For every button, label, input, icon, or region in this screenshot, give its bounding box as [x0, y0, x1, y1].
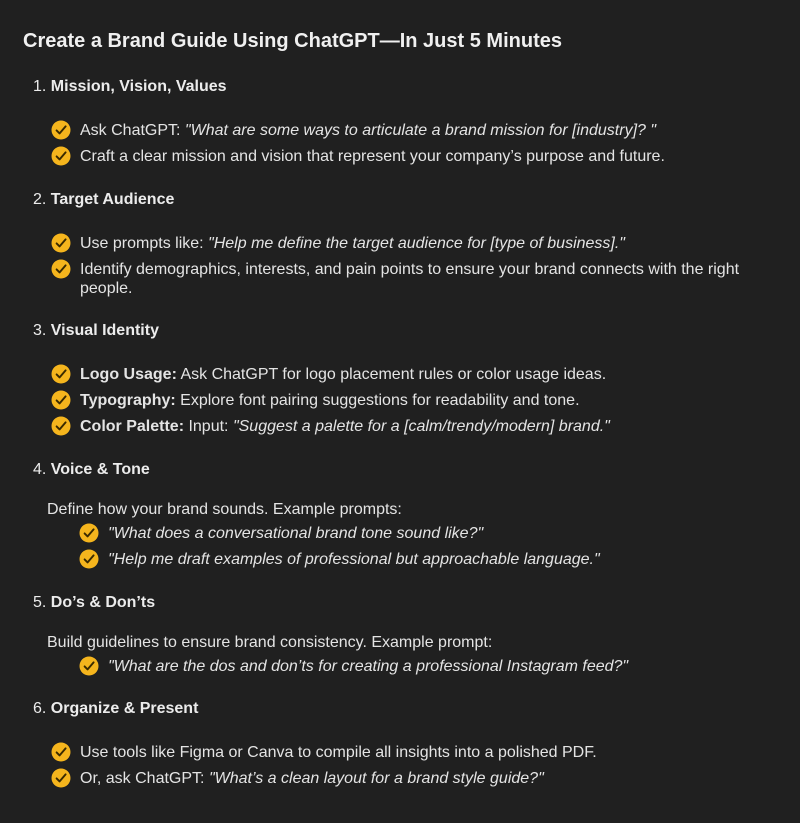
- list-item: [51, 121, 771, 140]
- list-item: [51, 260, 771, 298]
- list-item: [51, 417, 771, 436]
- section-heading-audience: [33, 191, 174, 209]
- section-title: Organize & Present: [50, 700, 199, 717]
- list-item: [51, 743, 771, 762]
- list-item: [79, 657, 779, 676]
- section-intro: Build guidelines to ensure brand consistency. Example prompt:: [47, 634, 493, 651]
- check-circle-icon: [79, 523, 99, 543]
- item-quote: "What are the dos and don’ts for creating a professional Instagram feed?": [108, 658, 629, 675]
- check-circle-icon: [79, 549, 99, 569]
- section-title: Mission, Vision, Values: [50, 78, 227, 95]
- item-quote: "What’s a clean layout for a brand style guide?": [208, 770, 544, 787]
- list-item: [79, 550, 779, 569]
- item-quote: "Help me draft examples of professional but approachable language.": [108, 551, 600, 568]
- item-text: Use tools like Figma or Canva to compile all insights into a polished PDF.: [80, 744, 597, 761]
- check-circle-icon: [51, 233, 71, 253]
- item-text: Use prompts like:: [80, 235, 209, 252]
- item-text: Ask ChatGPT for logo placement rules or color usage ideas.: [176, 366, 607, 383]
- section-number: 6.: [33, 700, 47, 717]
- item-quote: "Help me define the target audience for [type of business].": [208, 235, 625, 252]
- check-circle-icon: [51, 146, 71, 166]
- section-number: 4.: [33, 461, 47, 478]
- check-circle-icon: [51, 259, 71, 279]
- list-item: [51, 365, 771, 384]
- section-heading-dos-donts: [33, 594, 155, 612]
- section-heading-voice: [33, 461, 150, 479]
- check-circle-icon: [51, 390, 71, 410]
- section-number: 5.: [33, 594, 47, 611]
- list-item: [51, 769, 771, 788]
- check-circle-icon: [51, 416, 71, 436]
- item-text: Input:: [184, 418, 233, 435]
- item-quote: "What does a conversational brand tone sound like?": [108, 525, 484, 542]
- check-circle-icon: [51, 768, 71, 788]
- item-text: Identify demographics, interests, and pain points to ensure your brand connects with the right people.: [80, 261, 740, 297]
- section-title: Do’s & Don’ts: [50, 594, 156, 611]
- item-lead: Logo Usage:: [80, 366, 177, 383]
- item-text: Ask ChatGPT:: [80, 122, 185, 139]
- item-quote: "Suggest a palette for a [calm/trendy/modern] brand.": [232, 418, 610, 435]
- page-title: Create a Brand Guide Using ChatGPT—In Just 5 Minutes: [23, 30, 562, 52]
- section-heading-organize: [33, 700, 198, 718]
- item-quote: "What are some ways to articulate a brand mission for [industry]? ": [184, 122, 657, 139]
- list-item: [51, 391, 771, 410]
- section-heading-visual: [33, 322, 159, 340]
- section-intro: Define how your brand sounds. Example prompts:: [47, 501, 402, 518]
- check-circle-icon: [51, 364, 71, 384]
- section-number: 2.: [33, 191, 47, 208]
- item-text: Craft a clear mission and vision that represent your company’s purpose and future.: [80, 148, 665, 165]
- check-circle-icon: [51, 120, 71, 140]
- item-lead: Typography:: [80, 392, 176, 409]
- section-number: 3.: [33, 322, 47, 339]
- check-circle-icon: [79, 656, 99, 676]
- check-circle-icon: [51, 742, 71, 762]
- section-heading-mission: [33, 78, 227, 96]
- item-lead: Color Palette:: [80, 418, 185, 435]
- section-title: Target Audience: [50, 191, 175, 208]
- list-item: [51, 234, 771, 253]
- section-number: 1.: [33, 78, 47, 95]
- list-item: [51, 147, 771, 166]
- section-title: Visual Identity: [50, 322, 159, 339]
- section-title: Voice & Tone: [50, 461, 150, 478]
- item-text: Or, ask ChatGPT:: [80, 770, 209, 787]
- item-text: Explore font pairing suggestions for readability and tone.: [175, 392, 580, 409]
- list-item: [79, 524, 779, 543]
